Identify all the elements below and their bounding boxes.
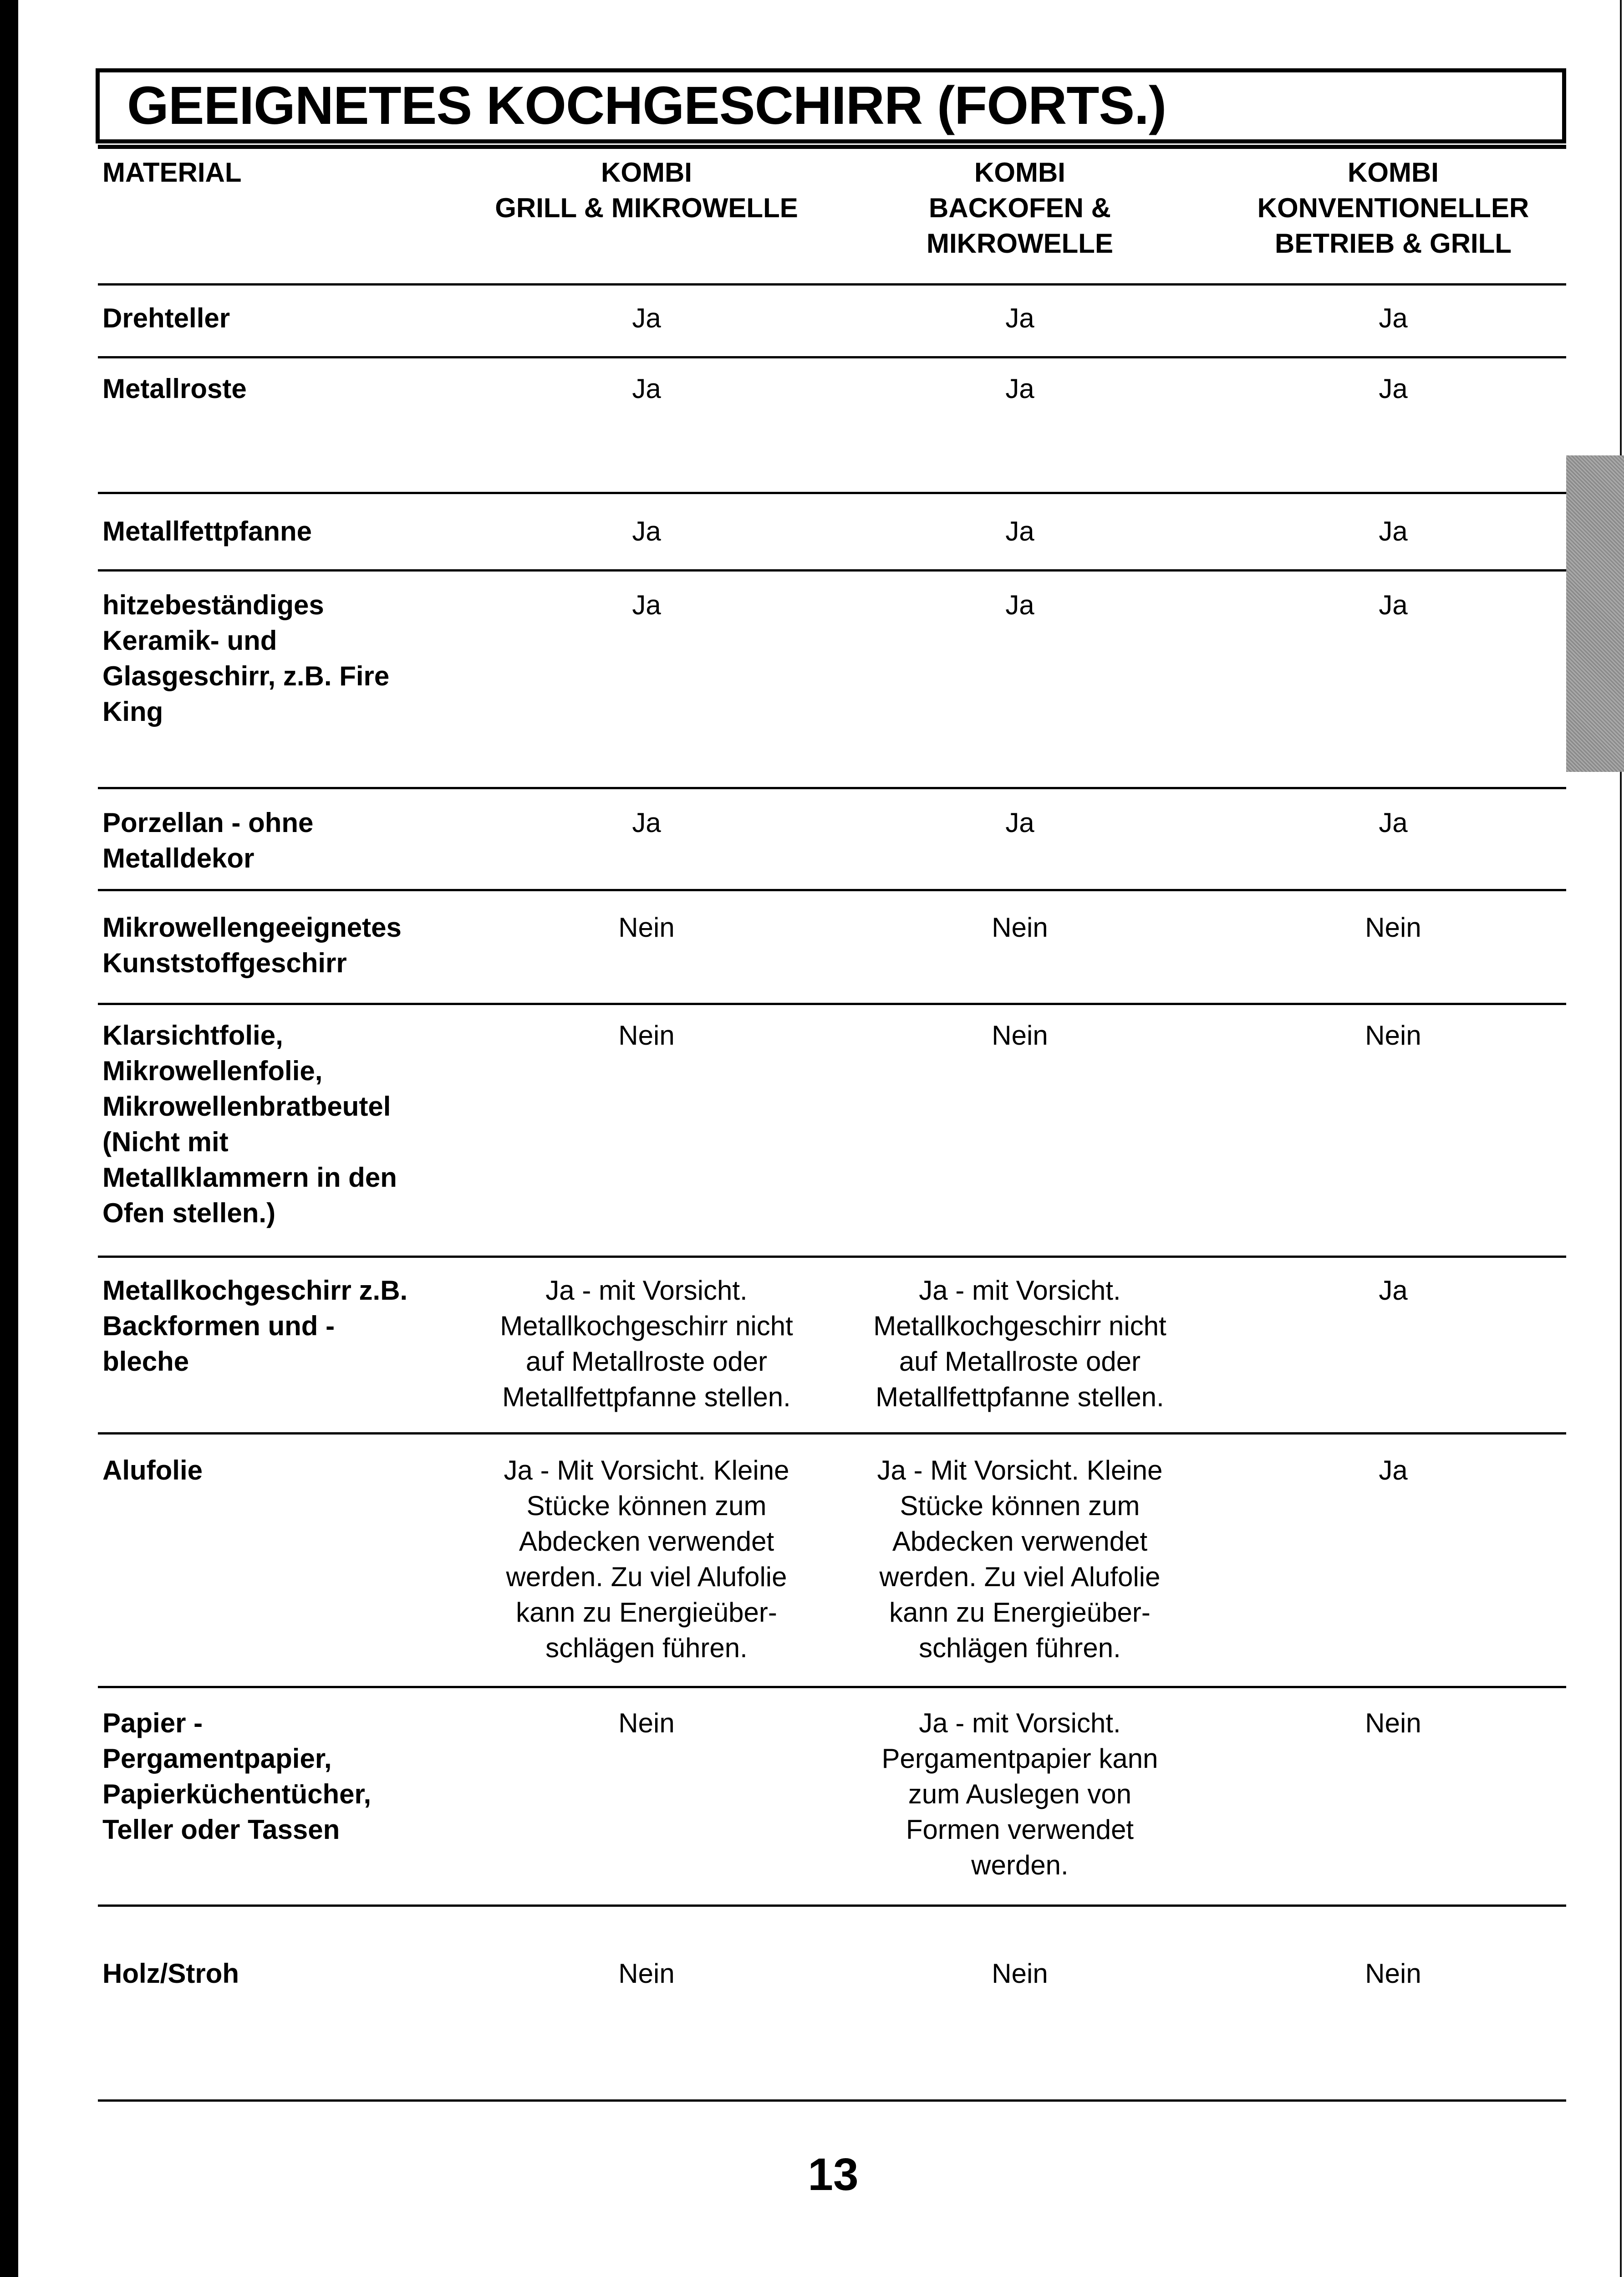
row-holz-stroh-grill: Nein [618, 1958, 675, 1989]
row-drehteller-konventionell: Ja [1379, 303, 1408, 333]
row-folie-konventionell: Nein [1365, 1020, 1421, 1051]
header-material: MATERIAL [102, 157, 242, 188]
row-papier-material: Papier - Pergamentpapier, Papierküchentücher, Teller oder Tassen [102, 1708, 372, 1845]
row-drehteller-grill: Ja [632, 303, 661, 333]
row-porzellan-material: Porzellan - ohne Metalldekor [102, 807, 314, 873]
row-alufolie-konventionell: Ja [1379, 1455, 1408, 1486]
scan-left-edge [0, 0, 18, 2277]
table-rule [98, 1003, 1566, 1005]
row-alufolie-material: Alufolie [102, 1455, 203, 1486]
table-rule [98, 889, 1566, 891]
row-metallfettpfanne-backofen: Ja [1005, 516, 1034, 546]
row-folie-backofen: Nein [992, 1020, 1048, 1051]
page-number: 13 [808, 2149, 859, 2200]
table-rule [98, 569, 1566, 572]
row-metallfettpfanne-konventionell: Ja [1379, 516, 1408, 546]
row-drehteller-backofen: Ja [1005, 303, 1034, 333]
row-metallfettpfanne-material: Metallfettpfanne [102, 516, 312, 546]
row-porzellan-backofen: Ja [1005, 807, 1034, 838]
table-rule [98, 356, 1566, 358]
table-rule [98, 1256, 1566, 1258]
table-bottom-rule [98, 2099, 1566, 2102]
row-keramik-glas-konventionell: Ja [1379, 590, 1408, 620]
row-keramik-glas-backofen: Ja [1005, 590, 1034, 620]
row-keramik-glas-grill: Ja [632, 590, 661, 620]
row-holz-stroh-backofen: Nein [992, 1958, 1048, 1989]
row-keramik-glas-material: hitzebeständiges Keramik- und Glasgeschirr, z.B. Fire King [102, 590, 390, 727]
row-papier-konventionell: Nein [1365, 1708, 1421, 1738]
row-metallkochgeschirr-backofen: Ja - mit Vorsicht. Metallkochgeschirr nicht auf Metallroste oder Metallfettpfanne stellen. [873, 1275, 1166, 1412]
table-rule [98, 1904, 1566, 1907]
scan-right-edge [1620, 0, 1622, 2277]
row-kunststoffgeschirr-material: Mikrowellengeeignetes Kunststoffgeschirr [102, 912, 402, 978]
header-col-backofen-mikrowelle: KOMBI BACKOFEN & MIKROWELLE [927, 157, 1113, 259]
row-papier-backofen: Ja - mit Vorsicht. Pergamentpapier kann zum Auslegen von Formen verwendet werden. [881, 1708, 1158, 1880]
row-kunststoffgeschirr-grill: Nein [618, 912, 675, 943]
header-col-grill-mikrowelle: KOMBI GRILL & MIKROWELLE [495, 157, 798, 223]
row-kunststoffgeschirr-backofen: Nein [992, 912, 1048, 943]
row-metallfettpfanne-grill: Ja [632, 516, 661, 546]
row-porzellan-konventionell: Ja [1379, 807, 1408, 838]
row-metallroste-material: Metallroste [102, 373, 247, 404]
table-rule [98, 283, 1566, 286]
row-metallroste-backofen: Ja [1005, 373, 1034, 404]
table-rule [98, 1432, 1566, 1435]
row-metallkochgeschirr-grill: Ja - mit Vorsicht. Metallkochgeschirr nicht auf Metallroste oder Metallfettpfanne stellen. [500, 1275, 793, 1412]
header-col-konventionell-grill: KOMBI KONVENTIONELLER BETRIEB & GRILL [1257, 157, 1529, 259]
row-folie-grill: Nein [618, 1020, 675, 1051]
row-metallkochgeschirr-material: Metallkochgeschirr z.B. Backformen und - bleche [102, 1275, 408, 1377]
row-folie-material: Klarsichtfolie, Mikrowellenfolie, Mikrowellenbratbeutel (Nicht mit Metallklammern in den Ofen stellen.) [102, 1020, 397, 1228]
table-rule [98, 1686, 1566, 1688]
page-title-box [96, 68, 1566, 143]
row-metallroste-konventionell: Ja [1379, 373, 1408, 404]
row-papier-grill: Nein [618, 1708, 675, 1738]
row-kunststoffgeschirr-konventionell: Nein [1365, 912, 1421, 943]
table-rule [98, 492, 1566, 494]
header-top-rule [98, 145, 1566, 149]
table-rule [98, 787, 1566, 789]
row-metallroste-grill: Ja [632, 373, 661, 404]
row-holz-stroh-material: Holz/Stroh [102, 1958, 239, 1989]
page-title: GEEIGNETES KOCHGESCHIRR (FORTS.) [127, 76, 1166, 136]
row-metallkochgeschirr-konventionell: Ja [1379, 1275, 1408, 1306]
row-drehteller-material: Drehteller [102, 303, 230, 333]
row-porzellan-grill: Ja [632, 807, 661, 838]
row-holz-stroh-konventionell: Nein [1365, 1958, 1421, 1989]
row-alufolie-grill: Ja - Mit Vorsicht. Kleine Stücke können zum Abdecken verwendet werden. Zu viel Alufolie kann zu Energieüber- schlägen führen. [504, 1455, 789, 1663]
row-alufolie-backofen: Ja - Mit Vorsicht. Kleine Stücke können zum Abdecken verwendet werden. Zu viel Alufolie kann zu Energieüber- schlägen führen. [877, 1455, 1163, 1663]
